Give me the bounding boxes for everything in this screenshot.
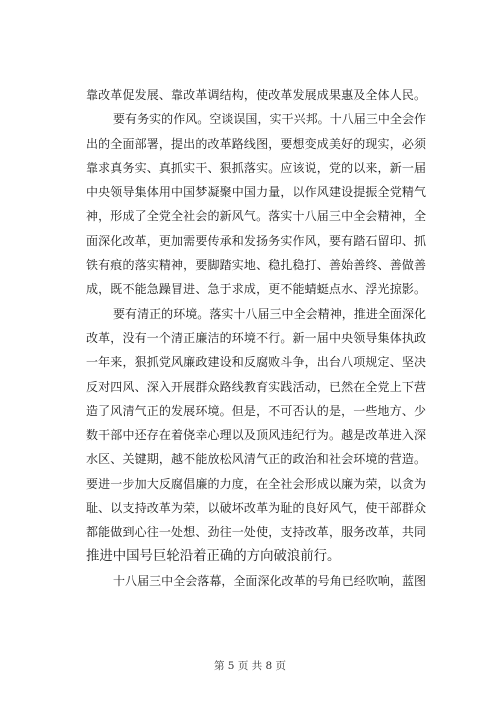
- text-line: 神，形成了全党全社会的新风气。落实十八届三中全会精神，全: [86, 209, 426, 224]
- text-line: 都能做到心往一处想、劲往一处使，支持改革，服务改革，共同: [86, 525, 426, 540]
- paragraph-start-line: 要有清正的环境。落实十八届三中全会精神，推进全面深化: [113, 306, 426, 321]
- text-line: 铁有痕的落实精神，要脚踏实地、稳扎稳打、善始善终、善做善: [86, 258, 426, 273]
- page-number-footer: 第 5 页 共 8 页: [213, 660, 287, 672]
- text-line: 一年来，狠抓党风廉政建设和反腐败斗争，出台八项规定、坚决: [86, 355, 426, 370]
- text-line: 成，既不能急躁冒进、急于求成，更不能蜻蜓点水、浮光掠影。: [86, 282, 426, 297]
- text-line: 靠改革促发展、靠改革调结构，使改革发展成果惠及全体人民。: [86, 88, 426, 102]
- text-line: 要进一步加大反腐倡廉的力度，在全社会形成以廉为荣，以贪为: [86, 476, 426, 491]
- text-line: 数干部中还存在着侥幸心理以及顶风违纪行为。越是改革进入深: [86, 428, 426, 443]
- text-line: 中央领导集体用中国梦凝聚中国力量，以作风建设提振全党精气: [86, 185, 426, 200]
- text-line: 造了风清气正的发展环境。但是，不可否认的是，一些地方、少: [86, 403, 426, 418]
- text-line: 耻、以支持改革为荣，以破坏改革为耻的良好风气，使干部群众: [86, 501, 426, 516]
- paragraph-start-line: 要有务实的作风。空谈误国，实干兴邦。十八届三中全会作: [113, 112, 426, 127]
- paragraph-start-line: 十八届三中全会落幕，全面深化改革的号角已经吹响，蓝图: [113, 573, 426, 588]
- text-line: 靠求真务实、真抓实干、狠抓落实。应该说，党的以来，新一届: [86, 160, 426, 175]
- text-line: 反对四风、深入开展群众路线教育实践活动，已然在全党上下营: [86, 379, 426, 394]
- text-line: 面深化改革，更加需要传承和发扬务实作风，要有踏石留印、抓: [86, 233, 426, 248]
- text-line: 水区、关键期，越不能放松风清气正的政治和社会环境的营造。: [86, 452, 426, 467]
- body-text: [86, 83, 426, 593]
- text-line: 改革，没有一个清正廉洁的环境不行。新一届中央领导集体执政: [86, 330, 426, 345]
- paragraph-end-line: 推进中国号巨轮沿着正确的方向破浪前行。: [86, 548, 341, 564]
- text-line: 出的全面部署，提出的改革路线图，要想变成美好的现实，必须: [86, 136, 426, 151]
